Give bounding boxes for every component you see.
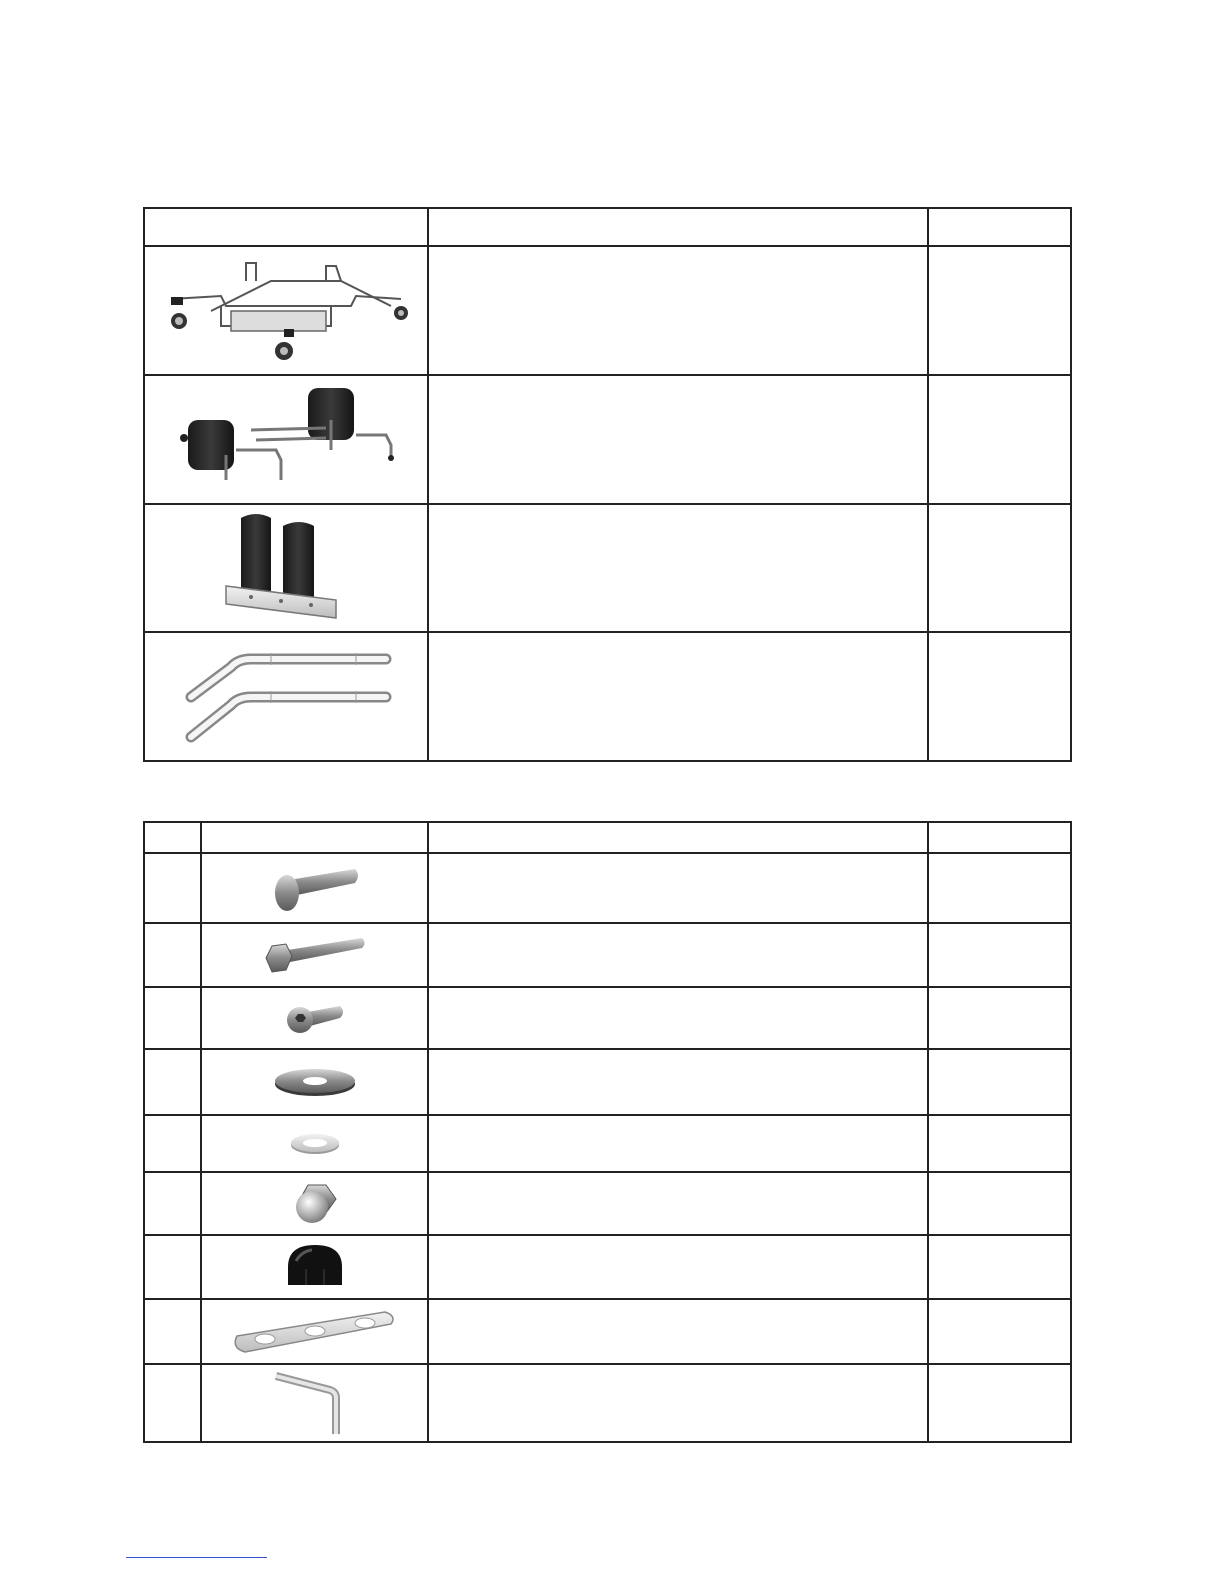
table-header-row — [144, 822, 1071, 853]
header-cell-item — [144, 822, 201, 853]
thigh-prompt-pads-icon — [211, 508, 361, 628]
walker-base-frame-icon — [151, 251, 421, 371]
footer-link-underline — [126, 1557, 267, 1558]
table-row — [144, 1115, 1071, 1172]
part-description-cell — [428, 987, 928, 1049]
acorn-nut-icon — [288, 1177, 342, 1231]
part-image-cell — [201, 987, 428, 1049]
table-header-row — [144, 208, 1071, 246]
header-cell-quantity — [928, 822, 1071, 853]
part-description-cell — [428, 375, 928, 504]
cap-nut-cover-icon — [282, 1241, 348, 1293]
part-image-cell — [144, 246, 428, 375]
part-image-cell — [144, 504, 428, 632]
part-description-cell — [428, 1364, 928, 1442]
part-description-cell — [428, 1115, 928, 1172]
part-image-cell — [201, 1049, 428, 1115]
part-description-cell — [428, 853, 928, 923]
item-number-cell — [144, 1049, 201, 1115]
part-quantity-cell — [928, 375, 1071, 504]
part-description-cell — [428, 246, 928, 375]
main-parts-table — [143, 207, 1072, 762]
table-row — [144, 1299, 1071, 1364]
item-number-cell — [144, 1115, 201, 1172]
part-description-cell — [428, 504, 928, 632]
part-quantity-cell — [928, 1049, 1071, 1115]
header-cell-description — [428, 208, 928, 246]
part-image-cell — [201, 1115, 428, 1172]
small-washer-icon — [285, 1130, 345, 1158]
table-row — [144, 504, 1071, 632]
part-image-cell — [201, 1364, 428, 1442]
item-number-cell — [144, 923, 201, 987]
part-description-cell — [428, 1172, 928, 1235]
part-image-cell — [201, 1172, 428, 1235]
part-quantity-cell — [928, 987, 1071, 1049]
part-quantity-cell — [928, 246, 1071, 375]
item-number-cell — [144, 1364, 201, 1442]
part-image-cell — [201, 1299, 428, 1364]
part-quantity-cell — [928, 1235, 1071, 1299]
part-description-cell — [428, 1299, 928, 1364]
table-row — [144, 246, 1071, 375]
table-row — [144, 923, 1071, 987]
part-quantity-cell — [928, 853, 1071, 923]
header-cell-quantity — [928, 208, 1071, 246]
table-row — [144, 853, 1071, 923]
part-quantity-cell — [928, 1172, 1071, 1235]
part-description-cell — [428, 632, 928, 761]
hip-pad-assembly-icon — [166, 380, 406, 500]
flat-washer-icon — [270, 1065, 360, 1099]
table-row — [144, 375, 1071, 504]
part-image-cell — [144, 375, 428, 504]
part-description-cell — [428, 1049, 928, 1115]
header-cell-description — [428, 822, 928, 853]
part-quantity-cell — [928, 1299, 1071, 1364]
part-quantity-cell — [928, 632, 1071, 761]
handle-tubes-icon — [176, 637, 396, 757]
table-row — [144, 632, 1071, 761]
part-quantity-cell — [928, 1364, 1071, 1442]
table-row — [144, 1049, 1071, 1115]
table-row — [144, 987, 1071, 1049]
header-cell-image — [144, 208, 428, 246]
item-number-cell — [144, 1172, 201, 1235]
part-quantity-cell — [928, 1115, 1071, 1172]
part-image-cell — [201, 923, 428, 987]
part-quantity-cell — [928, 504, 1071, 632]
table-row — [144, 1235, 1071, 1299]
item-number-cell — [144, 1235, 201, 1299]
header-cell-image — [201, 822, 428, 853]
spacer-plate-icon — [225, 1306, 405, 1358]
table-row — [144, 1364, 1071, 1442]
hardware-table — [143, 821, 1072, 1443]
part-image-cell — [144, 632, 428, 761]
hex-bolt-icon — [260, 930, 370, 980]
part-quantity-cell — [928, 923, 1071, 987]
part-image-cell — [201, 853, 428, 923]
carriage-bolt-icon — [265, 861, 365, 915]
item-number-cell — [144, 987, 201, 1049]
hex-key-icon — [270, 1368, 360, 1438]
item-number-cell — [144, 1299, 201, 1364]
table-row — [144, 1172, 1071, 1235]
part-image-cell — [201, 1235, 428, 1299]
part-description-cell — [428, 923, 928, 987]
button-head-screw-icon — [280, 996, 350, 1040]
item-number-cell — [144, 853, 201, 923]
part-description-cell — [428, 1235, 928, 1299]
